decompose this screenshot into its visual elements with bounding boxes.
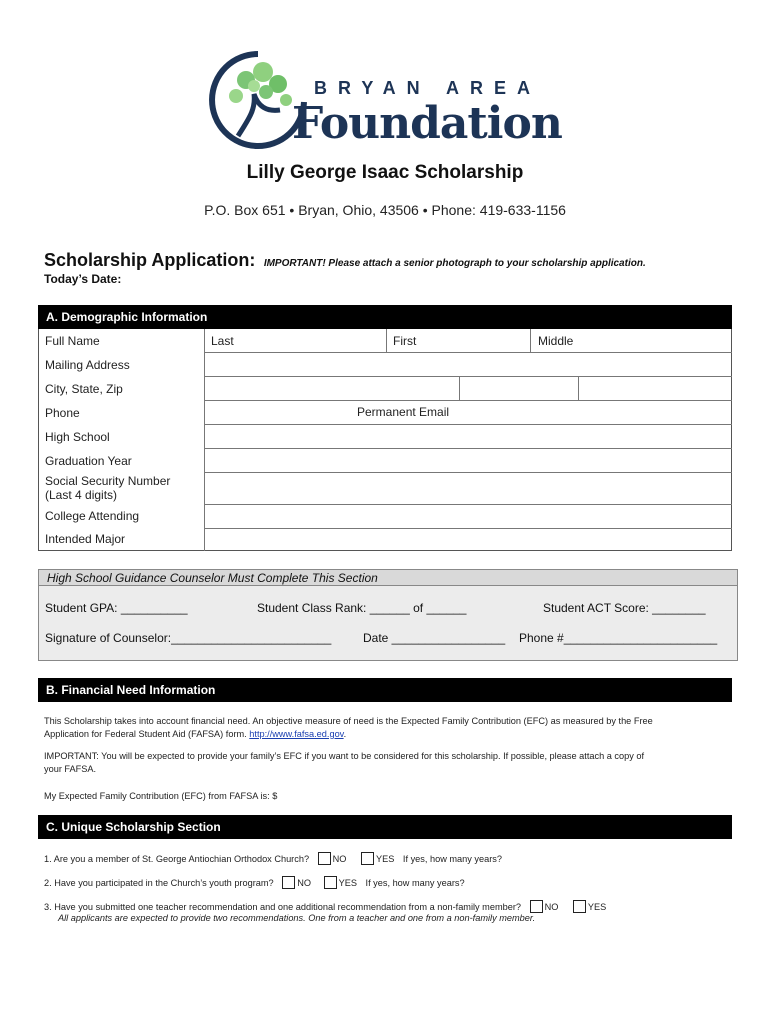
high-school-label: High School	[45, 430, 110, 444]
email-field[interactable]: Permanent Email	[357, 405, 450, 419]
question-2-text: 2. Have you participated in the Church’s youth program?	[44, 877, 274, 888]
financial-need-paragraph	[44, 715, 724, 740]
q2-followup: If yes, how many years?	[365, 877, 465, 888]
q2-yes-checkbox[interactable]	[324, 876, 337, 889]
efc-amount-field[interactable]: My Expected Family Contribution (EFC) from FAFSA is: $	[44, 791, 278, 801]
counselor-phone-field[interactable]: Phone #_______________________	[519, 631, 718, 645]
question-1-text: 1. Are you a member of St. George Antiochian Orthodox Church?	[44, 853, 310, 864]
ssn-label-line1: Social Security Number	[45, 474, 171, 488]
financial-need-line2-end: .	[343, 728, 347, 739]
efc-important-paragraph	[44, 750, 724, 775]
logo-text-main: Foundation	[292, 98, 562, 149]
application-heading	[44, 250, 646, 271]
financial-need-line1: This Scholarship takes into account financial need. An objective measure of need is the Expected Family Contribution (EFC) as measured by the Free	[44, 716, 653, 726]
counselor-date-field[interactable]: Date _________________	[363, 631, 506, 645]
question-3-note: All applicants are expected to provide two recommendations. One from a teacher and one from a non-family member.	[58, 913, 536, 923]
page-title: Lilly George Isaac Scholarship	[246, 162, 524, 183]
section-c-header: C. Unique Scholarship Section	[38, 815, 732, 839]
question-3	[44, 900, 606, 913]
q3-yes-label: YES	[587, 901, 607, 912]
q1-no-label: NO	[332, 853, 347, 864]
todays-date-label: Today’s Date:	[44, 272, 122, 286]
first-name-field[interactable]: First	[393, 334, 417, 348]
application-title: Scholarship Application:	[44, 250, 256, 270]
q3-yes-checkbox[interactable]	[573, 900, 586, 913]
gpa-field[interactable]: Student GPA: __________	[45, 601, 188, 615]
q2-no-checkbox[interactable]	[282, 876, 295, 889]
question-2	[44, 876, 465, 889]
counselor-section	[38, 569, 738, 661]
last-name-field[interactable]: Last	[211, 334, 234, 348]
graduation-year-label: Graduation Year	[45, 454, 132, 468]
full-name-label: Full Name	[45, 334, 100, 348]
phone-label: Phone	[45, 406, 80, 420]
counselor-header: High School Guidance Counselor Must Complete This Section	[39, 570, 737, 586]
middle-name-field[interactable]: Middle	[538, 334, 574, 348]
counselor-signature-field[interactable]: Signature of Counselor:________________________	[45, 631, 332, 645]
logo-text-top: BRYAN AREA	[314, 78, 542, 98]
act-score-field[interactable]: Student ACT Score: ________	[543, 601, 706, 615]
ssn-label	[45, 474, 170, 502]
q1-yes-checkbox[interactable]	[361, 852, 374, 865]
contact-address: P.O. Box 651 • Bryan, Ohio, 43506 • Phone: 419-633-1156	[204, 202, 566, 218]
section-b-header: B. Financial Need Information	[38, 678, 732, 702]
ssn-label-line2: (Last 4 digits)	[45, 488, 118, 502]
efc-important-line2: your FAFSA.	[44, 763, 97, 774]
q1-no-checkbox[interactable]	[318, 852, 331, 865]
college-label: College Attending	[45, 509, 140, 523]
efc-important-line1: IMPORTANT: You will be expected to provide your family’s EFC if you want to be considered for this scholarship. If possible, please attach a copy of	[44, 751, 645, 761]
q2-yes-label: YES	[338, 877, 357, 888]
q3-no-label: NO	[544, 901, 559, 912]
foundation-logo	[208, 50, 568, 150]
q1-followup: If yes, how many years?	[402, 853, 502, 864]
class-rank-field[interactable]: Student Class Rank: ______ of ______	[257, 601, 467, 615]
financial-need-line2	[44, 728, 724, 741]
q3-no-checkbox[interactable]	[530, 900, 543, 913]
major-label: Intended Major	[45, 532, 126, 546]
question-3-text: 3. Have you submitted one teacher recommendation and one additional recommendation from a non-family member?	[44, 901, 521, 912]
q2-no-label: NO	[297, 877, 311, 888]
question-1	[44, 852, 502, 865]
demographic-table	[38, 329, 732, 551]
section-a-header: A. Demographic Information	[38, 305, 732, 329]
mailing-address-label: Mailing Address	[45, 358, 130, 372]
financial-need-line2-text: Application for Federal Student Aid (FAFSA) form.	[44, 728, 250, 739]
q1-yes-label: YES	[375, 853, 395, 864]
fafsa-link[interactable]: http://www.fafsa.ed.gov	[249, 728, 344, 739]
city-state-zip-label: City, State, Zip	[45, 382, 123, 396]
photo-note: IMPORTANT! Please attach a senior photograph to your scholarship application.	[263, 258, 646, 269]
